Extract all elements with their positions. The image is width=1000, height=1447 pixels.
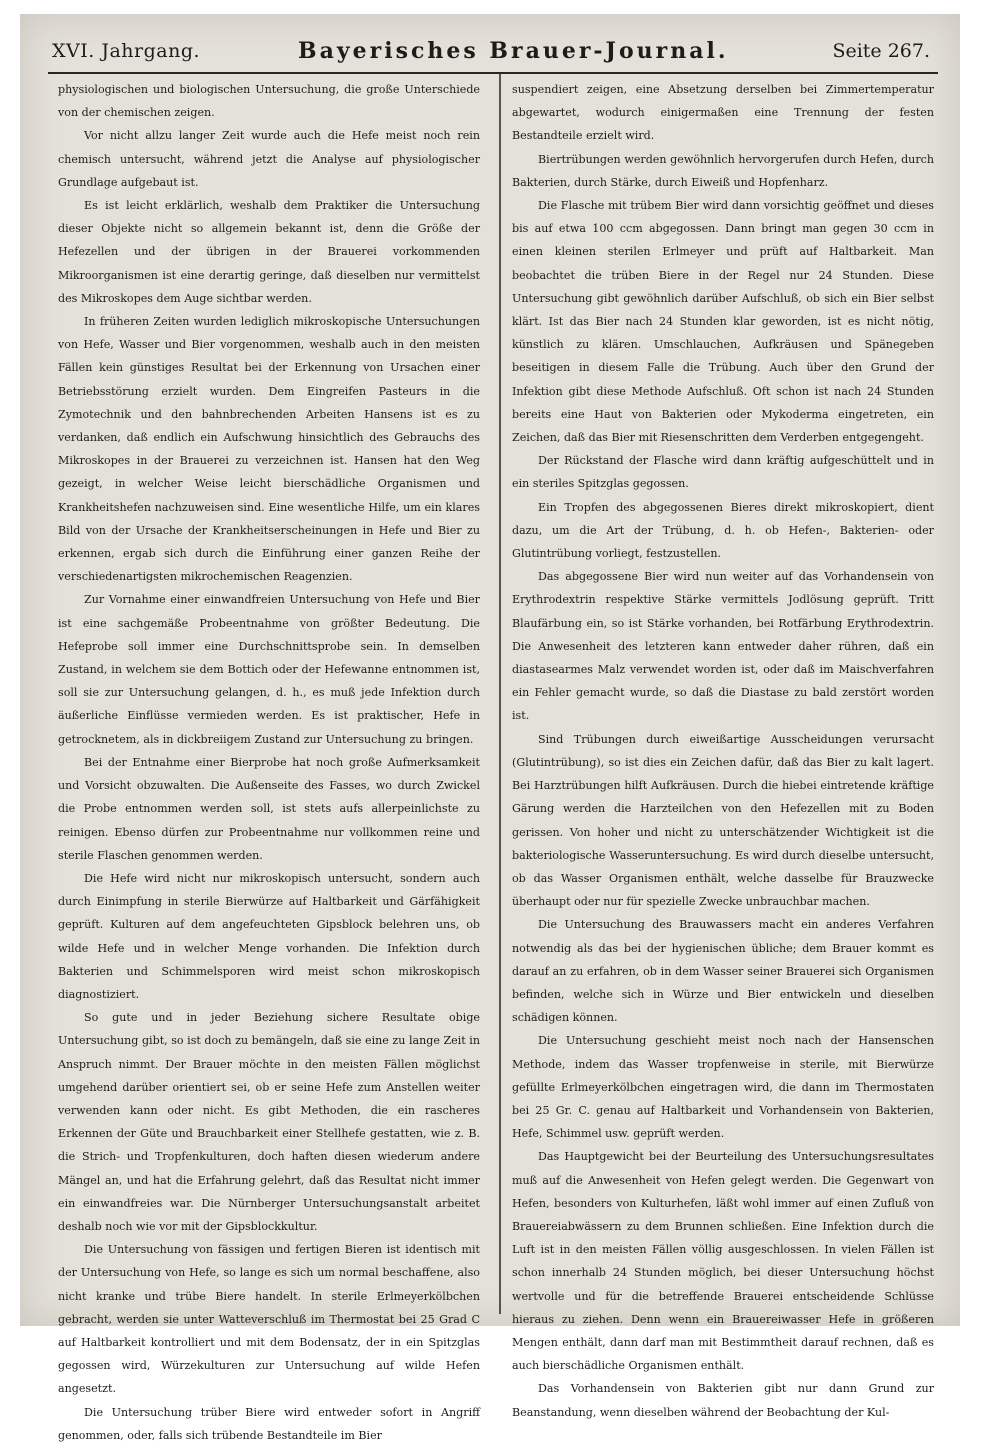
paragraph: So gute und in jeder Beziehung sichere Resultate obige Untersuchung gibt, so ist doch zu bemängeln, daß sie eine zu lange Zeit in Anspruch nimmt. Der Brauer möchte in den meisten Fällen möglichst umgehend darüber orientiert sei, ob er seine Hefe zum Anstellen weiter verwenden kann oder nicht. Es gibt Methoden, die ein rascheres Erkennen der Güte und Brauchbarkeit einer Stellhefe gestatten, wie z. B. die Strich- und Tropfenkulturen, doch haften diesen wiederum andere Mängel an, und hat die Erfahrung gelehrt, daß das Resultat nicht immer ein einwandfreies war. Die Nürnberger Untersuchungsanstalt arbeitet deshalb noch wie vor mit der Gipsblockkultur. [58,1011,480,1233]
column-divider [499,74,501,1314]
paragraph: Das Hauptgewicht bei der Beurteilung des Untersuchungsresultates muß auf die Anwesenheit von Hefen gelegt werden. Die Gegenwart von Hefen, besonders von Kulturhefen, läßt wohl immer auf einen Zufluß von Brauereiabwässern zu dem Brunnen schließen. Eine Infektion durch die Luft ist in den meisten Fällen völlig ausgeschlossen. In vielen Fällen ist schon innerhalb 24 Stunden möglich, bei dieser Untersuchung höchst wertvolle und für die betreffende Brauerei entscheidende Schlüsse hieraus zu ziehen. Denn wenn ein Brauereiwasser Hefe in größeren Mengen enthält, dann darf man mit Bestimmtheit darauf rechnen, daß es auch bierschädliche Organismen enthält. [512,1150,934,1373]
paragraph: Die Untersuchung trüber Biere wird entweder sofort in Angriff genommen, oder, falls sich trübende Bestandteile im Bier [58,1405,480,1442]
paragraph: Die Flasche mit trübem Bier wird dann vorsichtig geöffnet und dieses bis auf etwa 100 ccm abgegossen. Dann bringt man gegen 30 ccm in einen kleinen sterilen Erlmeyer und prüft auf Haltbarkeit. Man beobachtet die trüben Biere in der Regel nur 24 Stunden. Diese Untersuchung gibt gewöhnlich darüber Aufschluß, ob sich ein Bier selbst klärt. Ist das Bier nach 24 Stunden klar geworden, ist es nicht nötig, künstlich zu klären. Umschlauchen, Aufkräusen und Spänegeben beseitigen in diesem Falle die Trübung. Auch über den Grund der Infektion gibt diese Methode Aufschluß. Oft schon ist nach 24 Stunden bereits eine Haut von Bakterien oder Mykoderma eingetreten, ein Zeichen, daß das Bier mit Riesenschritten dem Verderben entgegengeht. [512,199,934,445]
paragraph: Vor nicht allzu langer Zeit wurde auch die Hefe meist noch rein chemisch untersucht, während jetzt die Analyse auf physiologischer Grundlage aufgebaut ist. [58,129,480,189]
paragraph: Die Hefe wird nicht nur mikroskopisch untersucht, sondern auch durch Einimpfung in sterile Bierwürze auf Haltbarkeit und Gärfähigkeit geprüft. Kulturen auf dem angefeuchteten Gipsblock belehren uns, ob wilde Hefe und in welcher Menge vorhanden. Die Infektion durch Bakterien und Schimmelsporen wird meist schon mikroskopisch diagnostiziert. [58,871,480,1001]
paragraph: Das Vorhandensein von Bakterien gibt nur dann Grund zur Beanstandung, wenn dieselben während der Beobachtung der Kul- [512,1382,934,1419]
paragraph: Die Untersuchung des Brauwassers macht ein anderes Verfahren notwendig als das bei der hygienischen übliche; dem Brauer kommt es darauf an zu erfahren, ob in dem Wasser seiner Brauerei sich Organismen befinden, welche sich in Würze und Bier entwickeln und dieselben schädigen können. [512,918,934,1025]
page-number: Seite 267. [832,40,930,62]
paragraph: physiologischen und biologischen Untersuchung, die große Unterschiede von der chemischen zeigen. [58,83,480,120]
paragraph: Biertrübungen werden gewöhnlich hervorgerufen durch Hefen, durch Bakterien, durch Stärke, durch Eiweiß und Hopfenharz. [512,152,934,189]
paragraph: Das abgegossene Bier wird nun weiter auf das Vorhandensein von Erythrodextrin respektive Stärke vermittels Jodlösung geprüft. Tritt Blaufärbung ein, so ist Stärke vorhanden, bei Rotfärbung Erythrodextrin. Die Anwesenheit des letzteren kann entweder daher rühren, daß ein diastasearmes Malz verwendet worden ist, oder daß im Maischverfahren ein Fehler gemacht wurde, so daß die Diastase zu bald zerstört worden ist. [512,570,934,723]
journal-title: Bayerisches Brauer-Journal. [298,38,729,64]
paragraph: Ein Tropfen des abgegossenen Bieres direkt mikroskopiert, dient dazu, um die Art der Trübung, d. h. ob Hefen-, Bakterien- oder Glutintrübung vorliegt, festzustellen. [512,500,934,561]
paragraph: Es ist leicht erklärlich, weshalb dem Praktiker die Untersuchung dieser Objekte nicht so allgemein bekannt ist, denn die Größe der Hefezellen und der übrigen in der Brauerei vorkommenden Mikroorganismen ist eine derartig geringe, daß dieselben nur vermittelst des Mikroskopes dem Auge sichtbar werden. [58,199,480,305]
paragraph: Der Rückstand der Flasche wird dann kräftig aufgeschüttelt und in ein steriles Spitzglas gegossen. [512,454,934,491]
paragraph: Die Untersuchung von fässigen und fertigen Bieren ist identisch mit der Untersuchung von Hefe, so lange es sich um normal beschaffene, also nicht kranke und trübe Biere handelt. In sterile Erlmeyerkölbchen gebracht, werden sie unter Watteverschluß im Thermostat bei 25 Grad C auf Haltbarkeit kontrolliert und mit dem Bodensatz, der in ein Spitzglas gegossen wird, Würzekulturen zur Untersuchung auf wilde Hefen angesetzt. [58,1243,480,1396]
journal-page [20,14,960,1442]
paragraph: In früheren Zeiten wurden lediglich mikroskopische Untersuchungen von Hefe, Wasser und Bier vorgenommen, weshalb auch in den meisten Fällen kein günstiges Resultat bei der Erkennung von Ursachen einer Betriebsstörung erzielt wurden. Dem Eingreifen Pasteurs in die Zymotechnik und den bahnbrechenden Arbeiten Hansens ist es zu verdanken, daß endlich ein Aufschwung hinsichtlich des Gebrauchs des Mikroskopes in der Brauerei zu verzeichnen ist. Hansen hat den Weg gezeigt, in welcher Weise leicht bierschädliche Organismen und Krankheitshefen nachzuweisen sind. Eine wesentliche Hilfe, um ein klares Bild von der Ursache der Krankheitserscheinungen in Hefe und Bier zu erkennen, ergab sich durch die Einführung einer ganzen Reihe der verschiedenartigsten mikrochemischen Reagenzien. [58,315,480,584]
paragraph: Die Untersuchung geschieht meist noch nach der Hansenschen Methode, indem das Wasser tropfenweise in sterile, mit Bierwürze gefüllte Erlmeyerkölbchen eingetragen wird, die dann im Thermostaten bei 25 Gr. C. genau auf Haltbarkeit und Vorhandensein von Bakterien, Hefe, Schimmel usw. geprüft werden. [512,1034,934,1141]
paragraph: Zur Vornahme einer einwandfreien Untersuchung von Hefe und Bier ist eine sachgemäße Probeentnahme von größter Bedeutung. Die Hefeprobe soll immer eine Durchschnittsprobe sein. In demselben Zustand, in welchem sie dem Bottich oder der Hefewanne entnommen ist, soll sie zur Untersuchung gelangen, d. h., es muß jede Infektion durch äußerliche Einflüsse vermieden werden. Es ist praktischer, Hefe in getrocknetem, als in dickbreiigem Zustand zur Untersuchung zu bringen. [58,593,480,746]
left-text-column [58,78,480,1447]
right-text-column [512,78,934,1424]
paragraph: Bei der Entnahme einer Bierprobe hat noch große Aufmerksamkeit und Vorsicht obzuwalten. Die Außenseite des Fasses, wo durch Zwickel die Probe entnommen werden soll, ist stets aufs allerpeinlichste zu reinigen. Ebenso dürfen zur Probeentnahme nur vollkommen reine und sterile Flaschen genommen werden. [58,755,480,862]
page-header [48,30,938,74]
volume-label: XVI. Jahrgang. [52,40,201,62]
paragraph: Sind Trübungen durch eiweißartige Ausscheidungen verursacht (Glutintrübung), so ist dies ein Zeichen dafür, daß das Bier zu kalt lagert. Bei Harztrübungen hilft Aufkräusen. Durch die hiebei eintretende kräftige Gärung werden die Harzteilchen von den Hefezellen mit zu Boden gerissen. Von hoher und nicht zu unterschätzender Wichtigkeit ist die bakteriologische Wasseruntersuchung. Es wird durch dieselbe untersucht, ob das Wasser Organismen enthält, welche dasselbe für Brauzwecke überhaupt oder nur für spezielle Zwecke unbrauchbar machen. [512,732,934,909]
paragraph: suspendiert zeigen, eine Absetzung derselben bei Zimmertemperatur abgewartet, wodurch einigermaßen eine Trennung der festen Bestandteile erzielt wird. [512,83,934,143]
